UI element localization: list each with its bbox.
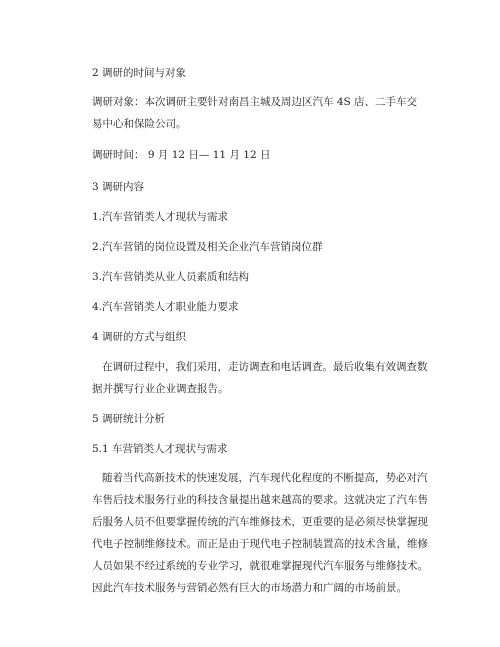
- content-item-3: 3.汽车营销类从业人员素质和结构: [92, 271, 250, 283]
- content-item-4: 4.汽车营销类人才职业能力要求: [92, 301, 239, 313]
- section-heading-3: 3 调研内容: [92, 181, 145, 193]
- section-heading-5-1: 5.1 车营销类人才现状与需求: [92, 443, 228, 455]
- survey-object-paragraph: 调研对象：本次调研主要针对南昌主城及周边区汽车 4S 店、二手车交易中心和保险公司。: [92, 96, 418, 130]
- survey-time-line: 调研时间： 9 月 12 日— 11 月 12 日: [92, 149, 271, 161]
- content-item-2: 2.汽车营销的岗位设置及相关企业汽车营销岗位群: [92, 241, 323, 253]
- section-heading-2: 2 调研的时间与对象: [92, 67, 187, 79]
- analysis-body-paragraph: 随着当代高新技术的快速发展，汽车现代化程度的不断提高，势必对汽车售后技术服务行业的科技含量提出越来越高的要求。这就决定了汽车售后服务人员不但要掌握传统的汽车维修技术，更重要的是必须尽快掌握现代电子控制维修技术。而正是由于现代电子控制装置高的技术含量，维修人员如果不经过系统的专业学习，就很难掌握现代汽车服务与维修技术。因此汽车技术服务与营销必然有巨大的市场潜力和广阔的市场前景。: [92, 472, 428, 594]
- survey-method-paragraph: 在调研过程中，我们采用，走访调查和电话调查。最后收集有效调查数据并撰写行业企业调查报告。: [92, 361, 428, 395]
- section-heading-4: 4 调研的方式与组织: [92, 331, 187, 343]
- content-item-1: 1.汽车营销类人才现状与需求: [92, 211, 229, 223]
- section-heading-5: 5 调研统计分析: [92, 413, 166, 425]
